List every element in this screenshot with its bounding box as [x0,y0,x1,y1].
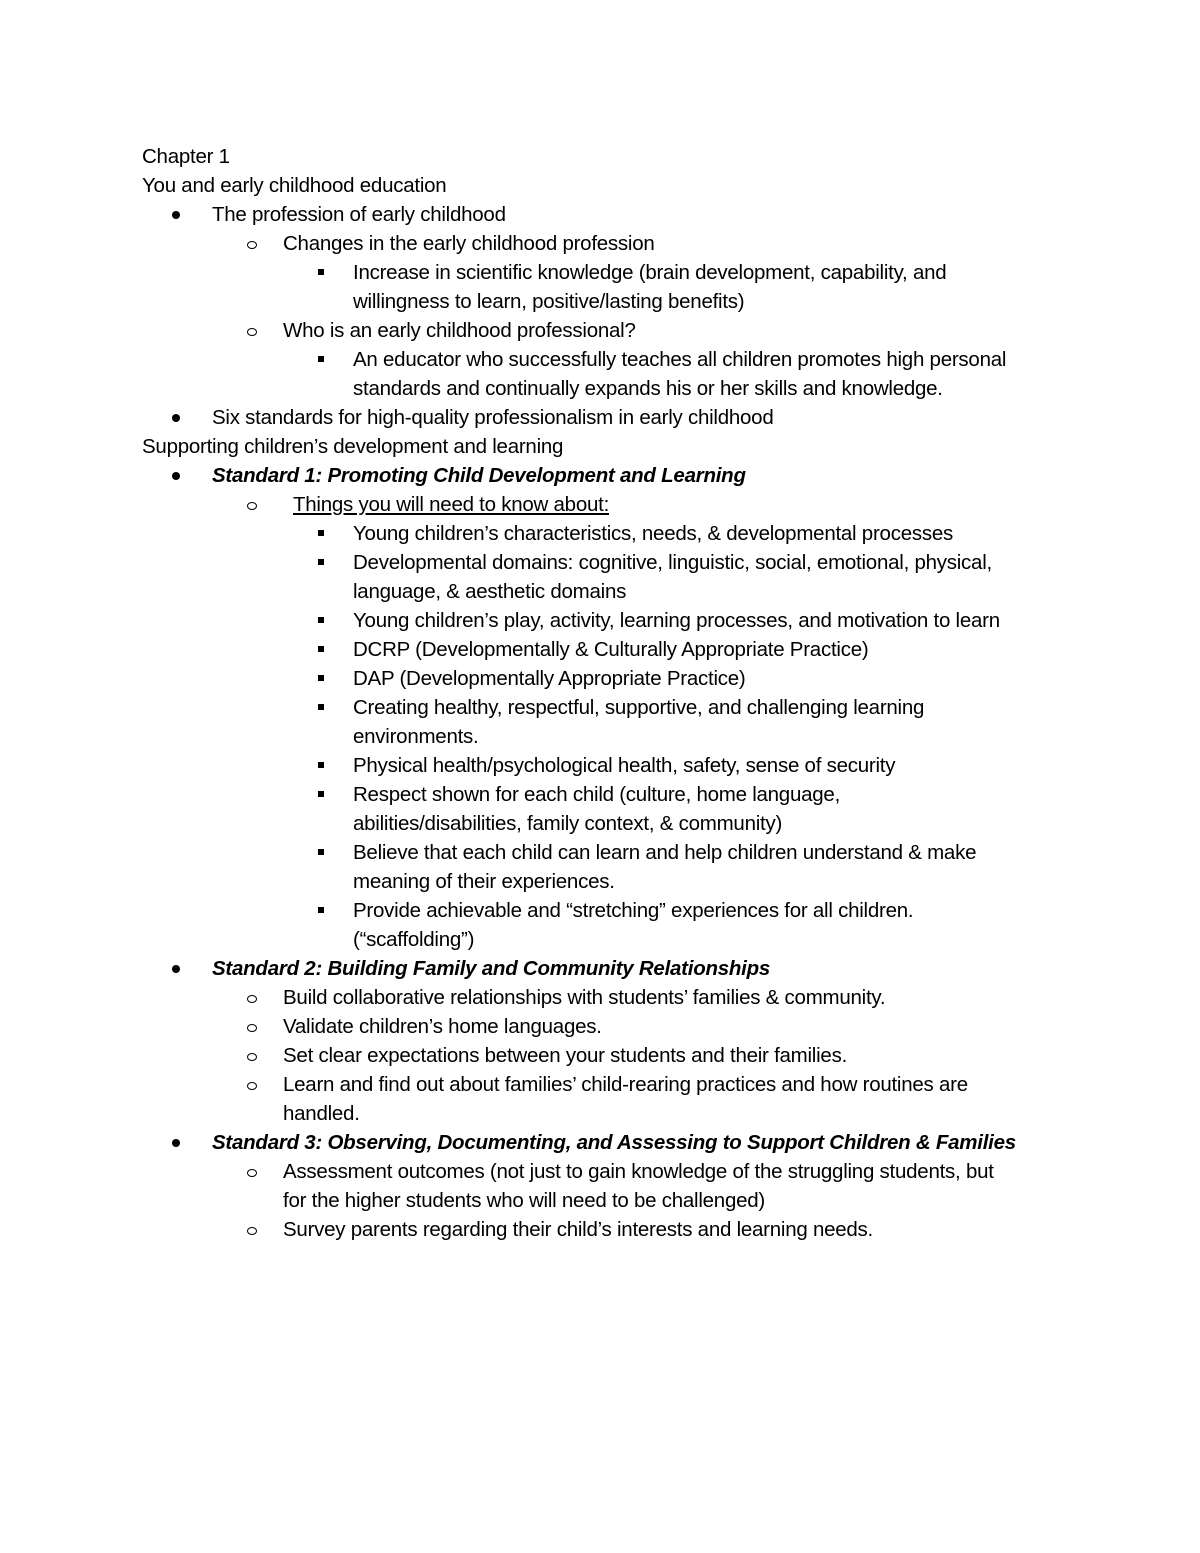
list-item: Developmental domains: cognitive, linguistic, social, emotional, physical, [142,548,1072,577]
list-item: Survey parents regarding their child’s interests and learning needs. [142,1215,1072,1244]
list-item: Young children’s play, activity, learning processes, and motivation to learn [142,606,1072,635]
list-item: Who is an early childhood professional? [142,316,1072,345]
section-title: You and early childhood education [142,174,447,197]
list-item: Learn and find out about families’ child-rearing practices and how routines are [142,1070,1072,1099]
bullet-circle-icon [247,1169,257,1177]
notes-body [142,142,1072,1244]
list-item-continuation: standards and continually expands his or her skills and knowledge. [353,377,943,400]
bullet-square-icon [318,849,324,855]
list-item [142,490,1072,519]
list-item-continuation: handled. [283,1102,360,1125]
bullet-square-icon [318,646,324,652]
list-item: Changes in the early childhood profession [142,229,1072,258]
list-item: Increase in scientific knowledge (brain development, capability, and [142,258,1072,287]
list-item: Respect shown for each child (culture, home language, [142,780,1072,809]
list-item: Assessment outcomes (not just to gain knowledge of the struggling students, but [142,1157,1072,1186]
bullet-square-icon [318,675,324,681]
section-title: Supporting children’s development and learning [142,435,564,458]
bullet-circle-icon [247,995,257,1003]
list-item: Validate children’s home languages. [142,1012,1072,1041]
bullet-square-icon [318,762,324,768]
bullet-square-icon [318,269,324,275]
list-item: An educator who successfully teaches all children promotes high personal [142,345,1072,374]
bullet-circle-icon [247,1227,257,1235]
bullet-square-icon [318,791,324,797]
list-item: Provide achievable and “stretching” experiences for all children. [142,896,1072,925]
bullet-dot-icon [172,211,180,219]
bullet-dot-icon [172,965,180,973]
list-item: Six standards for high-quality professionalism in early childhood [142,403,1072,432]
list-item: The profession of early childhood [142,200,1072,229]
standard-heading: Standard 3: Observing, Documenting, and Assessing to Support Children & Families [212,1131,1016,1154]
list-item [142,461,1072,490]
bullet-dot-icon [172,414,180,422]
list-item-continuation: meaning of their experiences. [353,870,615,893]
list-item-continuation: willingness to learn, positive/lasting benefits) [353,290,745,313]
bullet-circle-icon [247,328,257,336]
underlined-subheading: Things you will need to know about: [293,493,610,516]
bullet-square-icon [318,559,324,565]
list-item: Believe that each child can learn and help children understand & make [142,838,1072,867]
list-item: Young children’s characteristics, needs, & developmental processes [142,519,1072,548]
bullet-square-icon [318,356,324,362]
list-item: DAP (Developmentally Appropriate Practice) [142,664,1072,693]
list-item-continuation: environments. [353,725,479,748]
chapter-heading: Chapter 1 [142,145,230,168]
bullet-dot-icon [172,1139,180,1147]
list-item: Build collaborative relationships with students’ families & community. [142,983,1072,1012]
bullet-circle-icon [247,502,257,510]
list-item [142,1128,1072,1157]
bullet-square-icon [318,530,324,536]
list-item-continuation: abilities/disabilities, family context, & community) [353,812,783,835]
bullet-circle-icon [247,1053,257,1061]
list-item: Creating healthy, respectful, supportive, and challenging learning [142,693,1072,722]
list-item: Physical health/psychological health, safety, sense of security [142,751,1072,780]
list-item: Set clear expectations between your students and their families. [142,1041,1072,1070]
bullet-square-icon [318,704,324,710]
bullet-square-icon [318,907,324,913]
standard-heading: Standard 2: Building Family and Community Relationships [212,957,771,980]
bullet-circle-icon [247,1024,257,1032]
list-item [142,954,1072,983]
bullet-square-icon [318,617,324,623]
list-item-continuation: language, & aesthetic domains [353,580,627,603]
list-item: DCRP (Developmentally & Culturally Appropriate Practice) [142,635,1072,664]
list-item-continuation: (“scaffolding”) [353,928,475,951]
standard-heading: Standard 1: Promoting Child Development and Learning [212,464,746,487]
bullet-dot-icon [172,472,180,480]
bullet-circle-icon [247,1082,257,1090]
bullet-circle-icon [247,241,257,249]
list-item-continuation: for the higher students who will need to be challenged) [283,1189,765,1212]
